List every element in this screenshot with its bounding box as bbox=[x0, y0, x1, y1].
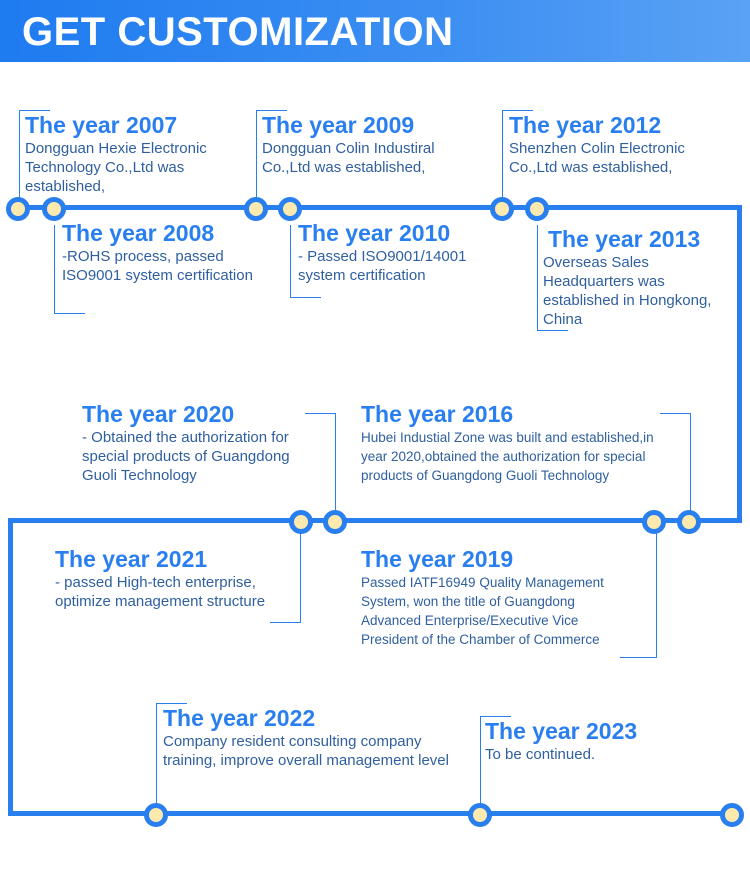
entry-text: Dongguan Hexie Electronic Technology Co.,Ltd was established, bbox=[25, 140, 207, 195]
timeline-entry-2023 bbox=[485, 718, 705, 764]
timeline-dot bbox=[490, 197, 514, 221]
timeline-dot bbox=[468, 803, 492, 827]
entry-text: -ROHS process, passed ISO9001 system certification bbox=[62, 248, 253, 284]
entry-text: Overseas Sales Headquarters was established in Hongkong, China bbox=[543, 254, 712, 328]
timeline-segment bbox=[8, 518, 742, 523]
entry-text: - passed High-tech enterprise, optimize management structure bbox=[55, 574, 266, 610]
entry-text: Passed IATF16949 Quality Management System, won the title of Guangdong Advanced Enterprise/Executive Vice President of the Chamber of Commerce bbox=[361, 575, 604, 647]
timeline-entry-2010 bbox=[298, 220, 498, 285]
timeline-dot bbox=[720, 803, 744, 827]
entry-year: The year 2022 bbox=[163, 705, 316, 731]
timeline-dot bbox=[278, 197, 302, 221]
timeline-dot bbox=[323, 510, 347, 534]
timeline-dot bbox=[642, 510, 666, 534]
timeline-segment bbox=[8, 811, 735, 816]
timeline-entry-2019 bbox=[361, 546, 631, 649]
timeline-entry-2009 bbox=[262, 112, 467, 177]
timeline-dot bbox=[6, 197, 30, 221]
entry-year: The year 2008 bbox=[62, 220, 215, 246]
entry-text: Company resident consulting company training, improve overall management level bbox=[163, 733, 449, 769]
timeline-segment bbox=[8, 518, 13, 816]
entry-year: The year 2023 bbox=[485, 718, 638, 744]
entry-text: Dongguan Colin Industiral Co.,Ltd was established, bbox=[262, 140, 435, 176]
entry-text: To be continued. bbox=[485, 746, 596, 763]
timeline-dot bbox=[289, 510, 313, 534]
entry-text: Hubei Industial Zone was built and established,in year 2020,obtained the authorization for special products of Guangdong Guoli Technology bbox=[361, 430, 654, 483]
timeline-entry-2012 bbox=[509, 112, 719, 177]
timeline-dot bbox=[525, 197, 549, 221]
timeline-dot bbox=[144, 803, 168, 827]
entry-year: The year 2016 bbox=[361, 401, 514, 427]
entry-text: Shenzhen Colin Electronic Co.,Ltd was established, bbox=[509, 140, 685, 176]
timeline-segment bbox=[14, 205, 742, 210]
timeline-entry-2016 bbox=[361, 401, 681, 485]
page-title: GET CUSTOMIZATION bbox=[22, 10, 454, 54]
timeline-entry-2021 bbox=[55, 546, 300, 611]
entry-year: The year 2013 bbox=[548, 226, 701, 252]
header-banner bbox=[0, 0, 750, 62]
entry-year: The year 2009 bbox=[262, 112, 415, 138]
timeline-entry-2022 bbox=[163, 705, 458, 770]
timeline-entry-2013 bbox=[543, 226, 743, 329]
timeline-entry-2007 bbox=[25, 112, 250, 196]
timeline-dot bbox=[677, 510, 701, 534]
entry-year: The year 2019 bbox=[361, 546, 514, 572]
entry-year: The year 2021 bbox=[55, 546, 208, 572]
entry-year: The year 2010 bbox=[298, 220, 451, 246]
timeline-dot bbox=[42, 197, 66, 221]
timeline-dot bbox=[244, 197, 268, 221]
timeline-entry-2008 bbox=[62, 220, 262, 285]
entry-text: - Obtained the authorization for special products of Guangdong Guoli Technology bbox=[82, 429, 290, 484]
entry-year: The year 2007 bbox=[25, 112, 178, 138]
entry-year: The year 2020 bbox=[82, 401, 235, 427]
timeline-entry-2020 bbox=[82, 401, 327, 485]
entry-year: The year 2012 bbox=[509, 112, 662, 138]
entry-text: - Passed ISO9001/14001 system certification bbox=[298, 248, 467, 284]
